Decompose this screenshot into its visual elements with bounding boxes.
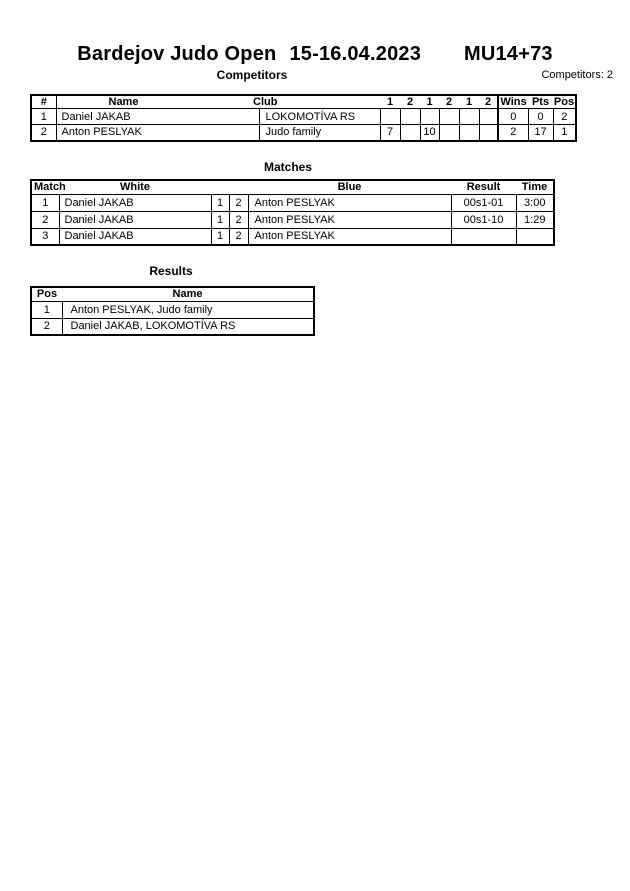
round-score-cell (479, 125, 498, 141)
matches-section-heading: Matches (263, 160, 313, 174)
column-header-match: Match (31, 180, 59, 194)
result-position: 1 (31, 301, 62, 318)
column-header-result: Result (451, 180, 516, 194)
result-row (31, 318, 314, 335)
white-competitor-number: 1 (211, 194, 229, 211)
round-score-cell (400, 109, 420, 125)
blue-competitor-number: 2 (229, 194, 248, 211)
match-result: 00s1-10 (451, 211, 516, 228)
column-header-white-num (211, 180, 229, 194)
competitor-pts: 0 (528, 109, 553, 125)
competitor-club: LOKOMOTÍVA RS (259, 109, 380, 125)
blue-competitor-name: Anton PESLYAK (248, 228, 451, 245)
results-section-heading: Results (149, 264, 193, 278)
match-row (31, 211, 554, 228)
round-score-cell (439, 109, 459, 125)
matches-header-row (31, 180, 554, 194)
competitor-club: Judo family (259, 125, 380, 141)
round-score-cell: 7 (380, 125, 400, 141)
competitor-row (31, 109, 576, 125)
matches-table (30, 179, 555, 246)
blue-competitor-name: Anton PESLYAK (248, 194, 451, 211)
column-header-number: # (31, 95, 56, 109)
competitor-pts: 17 (528, 125, 553, 141)
match-time: 1:29 (516, 211, 554, 228)
competitors-header-row (31, 95, 576, 109)
round-score-cell: 10 (420, 125, 439, 141)
white-competitor-name: Daniel JAKAB (59, 211, 211, 228)
blue-competitor-name: Anton PESLYAK (248, 211, 451, 228)
competitor-row (31, 125, 576, 141)
column-header-round: 1 (420, 95, 439, 109)
competitor-number: 2 (31, 125, 56, 141)
white-competitor-number: 1 (211, 228, 229, 245)
match-number: 2 (31, 211, 59, 228)
competitor-pos: 1 (553, 125, 576, 141)
round-score-cell (459, 109, 479, 125)
column-header-pts: Pts (528, 95, 553, 109)
results-header-row (31, 287, 314, 301)
white-competitor-name: Daniel JAKAB (59, 228, 211, 245)
column-header-wins: Wins (498, 95, 528, 109)
match-row (31, 194, 554, 211)
column-header-round: 2 (479, 95, 498, 109)
round-score-cell (459, 125, 479, 141)
column-header-round: 2 (439, 95, 459, 109)
column-header-name: Name (56, 95, 259, 109)
white-competitor-number: 1 (211, 211, 229, 228)
competitor-name: Anton PESLYAK (56, 125, 259, 141)
page-title (0, 43, 630, 66)
round-score-cell (400, 125, 420, 141)
result-row (31, 301, 314, 318)
column-header-blue-num (229, 180, 248, 194)
event-date: 15-16.04.2023 (289, 43, 422, 65)
results-table (30, 286, 315, 336)
event-name: Bardejov Judo Open (77, 43, 277, 65)
competitor-pos: 2 (553, 109, 576, 125)
match-number: 3 (31, 228, 59, 245)
weight-category: MU14+73 (464, 43, 553, 65)
result-position: 2 (31, 318, 62, 335)
round-score-cell (420, 109, 439, 125)
match-time: 3:00 (516, 194, 554, 211)
column-header-round: 2 (400, 95, 420, 109)
column-header-pos: Pos (31, 287, 62, 301)
competitor-number: 1 (31, 109, 56, 125)
match-result (451, 228, 516, 245)
blue-competitor-number: 2 (229, 228, 248, 245)
white-competitor-name: Daniel JAKAB (59, 194, 211, 211)
match-number: 1 (31, 194, 59, 211)
round-score-cell (380, 109, 400, 125)
competitor-wins: 2 (498, 125, 528, 141)
competitor-wins: 0 (498, 109, 528, 125)
column-header-round: 1 (459, 95, 479, 109)
column-header-pos: Pos (553, 96, 575, 108)
column-header-blue: Blue (248, 180, 451, 194)
column-header-round: 1 (380, 95, 400, 109)
competitors-count-label: Competitors: 2 (541, 69, 613, 81)
competitors-section-heading: Competitors (216, 68, 288, 82)
round-score-cell (479, 109, 498, 125)
match-time (516, 228, 554, 245)
match-row (31, 228, 554, 245)
column-header-white: White (59, 180, 211, 194)
competitors-table (30, 94, 577, 142)
competitor-name: Daniel JAKAB (56, 109, 259, 125)
round-score-cell (439, 125, 459, 141)
blue-competitor-number: 2 (229, 211, 248, 228)
result-competitor: Anton PESLYAK, Judo family (62, 301, 314, 318)
column-header-club: Club (259, 95, 380, 109)
result-competitor: Daniel JAKAB, LOKOMOTÍVA RS (62, 318, 314, 335)
match-result: 00s1-01 (451, 194, 516, 211)
column-header-time: Time (516, 180, 554, 194)
column-header-name: Name (62, 287, 314, 301)
